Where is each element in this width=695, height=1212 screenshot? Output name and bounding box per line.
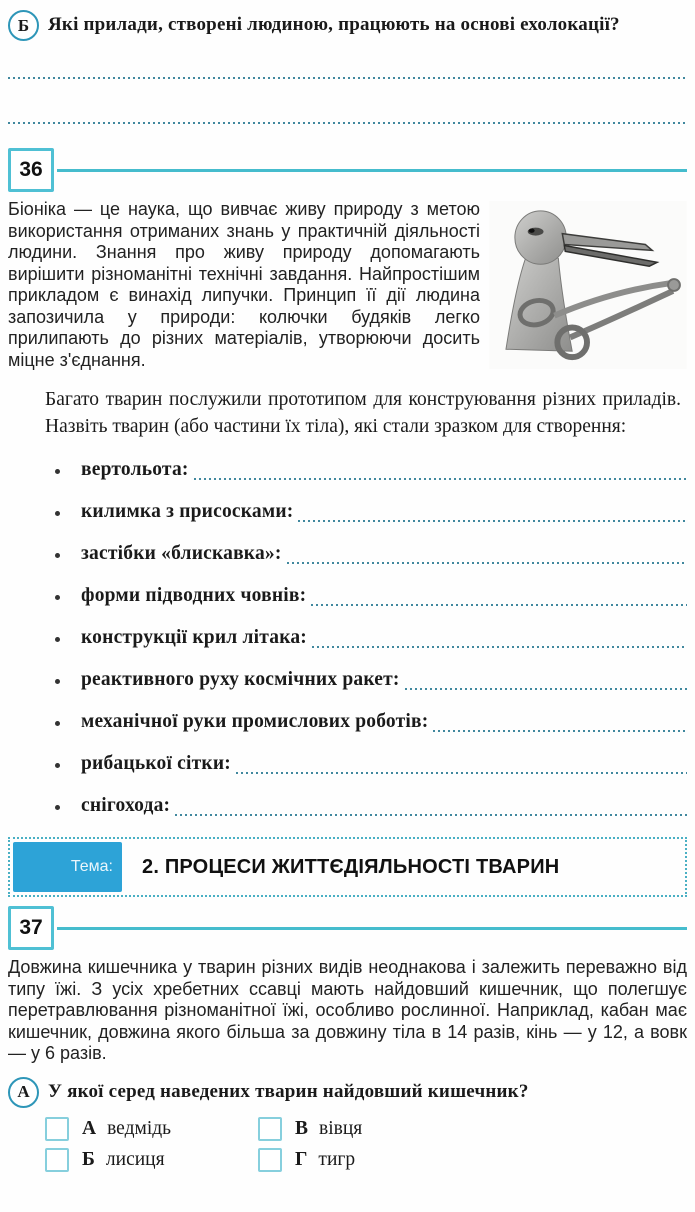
- list-item: [8, 795, 687, 820]
- list-item-label: рибацької сітки:: [81, 753, 231, 774]
- task-number-badge: 36: [8, 148, 54, 192]
- workbook-page: [0, 12, 695, 1172]
- answer-line[interactable]: [311, 604, 687, 606]
- answer-line[interactable]: [298, 520, 687, 522]
- list-item: [8, 669, 687, 694]
- answer-line[interactable]: [194, 478, 687, 480]
- task-37-info-text: Довжина кишечника у тварин різних видів неоднакова і залежить переважно від типу їжі. З усіх хребетних ссавці мають найдовший кишечник, що полегшує перетравлювання різноманітної їжі, особливо рослинної. Наприклад, кабан має кишечник, довжина якого більша за довжину тіла в 14 разів, кінь — у 12, а вовк — у 6 разів.: [8, 957, 687, 1063]
- task-37-header: [8, 906, 687, 950]
- answer-line[interactable]: [236, 772, 687, 774]
- question-a: [8, 1079, 687, 1108]
- bullet-icon: [55, 805, 60, 810]
- list-item: [8, 459, 687, 484]
- answer-line[interactable]: [287, 562, 687, 564]
- option-checkbox[interactable]: [45, 1148, 69, 1172]
- task-36-header: [8, 148, 687, 192]
- list-item: [8, 585, 687, 610]
- option-text: лисиця: [105, 1148, 165, 1170]
- list-item: [8, 627, 687, 652]
- list-item: [8, 501, 687, 526]
- list-item: [8, 711, 687, 736]
- option-letter: Г: [295, 1148, 308, 1170]
- list-item-label: форми підводних човнів:: [81, 585, 307, 606]
- option-g: [258, 1148, 687, 1172]
- option-a: [45, 1117, 258, 1141]
- option-text: тигр: [318, 1148, 356, 1170]
- bullet-icon: [55, 679, 60, 684]
- option-b: [45, 1148, 258, 1172]
- question-text: У якої серед наведених тварин найдовший кишечник?: [48, 1080, 529, 1102]
- task-number-badge: 37: [8, 906, 54, 950]
- task-header-rule: [57, 927, 687, 930]
- task-36-prompt: Багато тварин послужили прототипом для конструювання різних приладів. Назвіть тварин (або частини їх тіла), які стали зразком для створення:: [45, 389, 681, 437]
- option-checkbox[interactable]: [258, 1148, 282, 1172]
- list-item-label: вертольота:: [81, 459, 189, 480]
- answer-line[interactable]: [433, 730, 687, 732]
- question-letter-badge: Б: [8, 10, 39, 41]
- bullet-icon: [55, 511, 60, 516]
- list-item-label: механічної руки промислових роботів:: [81, 711, 429, 732]
- option-letter: Б: [82, 1148, 95, 1170]
- bullet-icon: [55, 637, 60, 642]
- answer-line[interactable]: [175, 814, 687, 816]
- bullet-icon: [55, 595, 60, 600]
- fill-in-list: [8, 459, 687, 820]
- list-item-label: снігохода:: [81, 795, 171, 816]
- option-letter: А: [82, 1117, 97, 1139]
- bullet-icon: [55, 721, 60, 726]
- answer-line[interactable]: [405, 688, 687, 690]
- theme-label-chip: Тема:: [13, 842, 122, 892]
- option-checkbox[interactable]: [45, 1117, 69, 1141]
- bullet-icon: [55, 763, 60, 768]
- answer-line[interactable]: [8, 77, 687, 79]
- bird-forceps-image: [489, 201, 687, 369]
- bullet-icon: [55, 469, 60, 474]
- question-text: Які прилади, створені людиною, працюють на основі ехолокації?: [48, 14, 620, 35]
- task-header-rule: [57, 169, 687, 172]
- option-v: [258, 1117, 687, 1141]
- option-letter: В: [295, 1117, 309, 1139]
- task-36-info-text: Біоніка — це наука, що вивчає живу природу з метою використання отриманих знань у практичній діяльності людини. Знання про живу природу допомагають вирішити різноманітні технічні завдання. Найпростішим прикладом є винахід липучки. Принцип її дії людина запозичила у природи: колючки будяків легко прилипають до різних матеріалів, утворюючи досить міцне з'єднання.: [8, 199, 480, 370]
- list-item-label: застібки «блискавка»:: [81, 543, 282, 564]
- list-item: [8, 753, 687, 778]
- list-item-label: конструкції крил літака:: [81, 627, 307, 648]
- answer-line[interactable]: [312, 646, 687, 648]
- task-36-info-row: [8, 199, 687, 371]
- list-item-label: реактивного руху космічних ракет:: [81, 669, 400, 690]
- list-item-label: килимка з присосками:: [81, 501, 294, 522]
- answer-line[interactable]: [8, 122, 687, 124]
- option-checkbox[interactable]: [258, 1117, 282, 1141]
- theme-title: 2. ПРОЦЕСИ ЖИТТЄДІЯЛЬНОСТІ ТВАРИН: [142, 855, 560, 878]
- option-text: вівця: [319, 1117, 363, 1139]
- question-letter-badge: А: [8, 1077, 39, 1108]
- question-b: [8, 12, 687, 41]
- bullet-icon: [55, 553, 60, 558]
- theme-banner: [8, 837, 687, 897]
- option-text: ведмідь: [107, 1117, 172, 1139]
- list-item: [8, 543, 687, 568]
- options-grid: [45, 1117, 687, 1172]
